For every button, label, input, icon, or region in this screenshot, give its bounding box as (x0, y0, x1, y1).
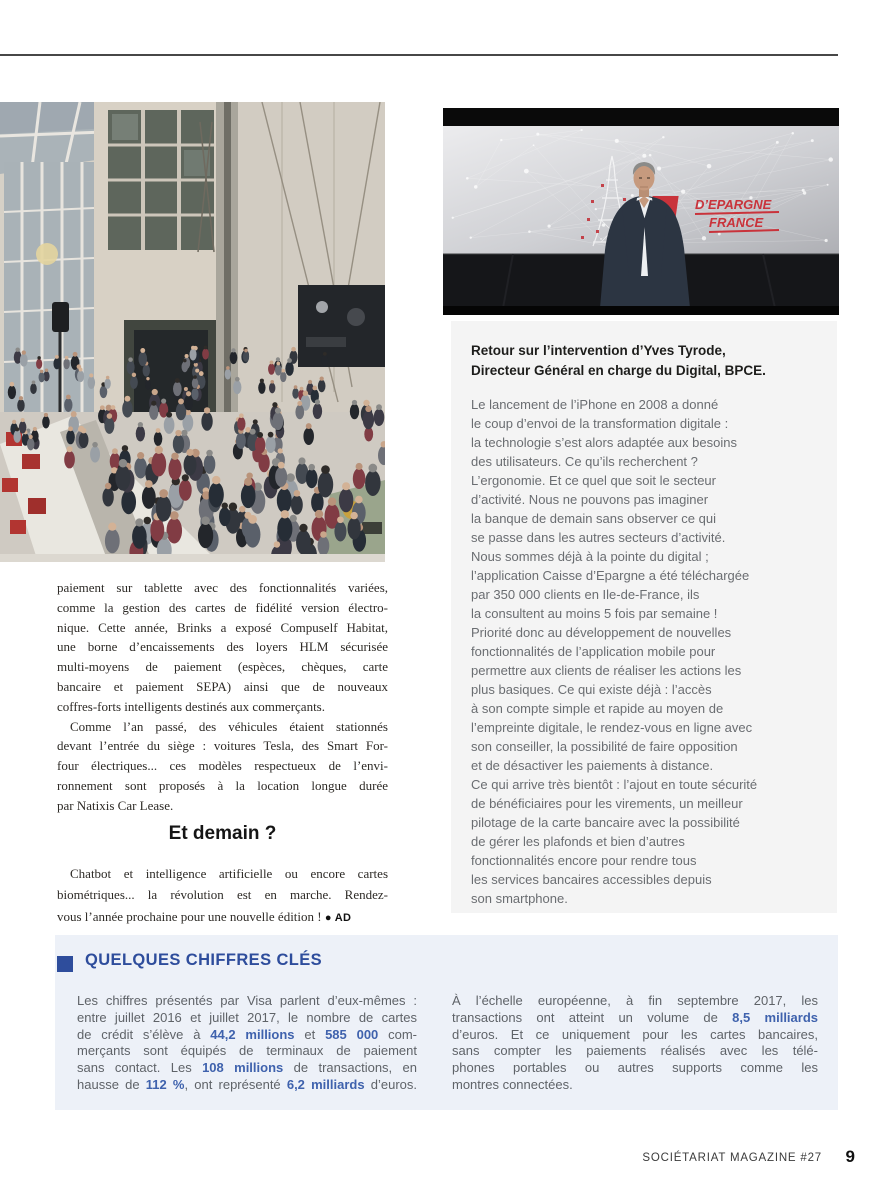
speaker-photo (443, 108, 839, 315)
article-paragraph-2: Comme l’an passé, des véhicules étaient stationnés devant l’entrée du siège : voitures Tesla, des Smart For- four électriques... ces modèles respectueux de l’envi- ronnement sont proposés à la location longue durée par Natixis Car Lease. (57, 718, 388, 813)
key-figures-box (55, 935, 838, 1110)
key-figures-title: QUELQUES CHIFFRES CLÉS (85, 951, 323, 969)
et-demain-heading: Et demain ? (168, 822, 277, 844)
article-paragraph-3: Chatbot et intelligence artificielle ou encore cartes biométriques... la révolution est en marche. Rendez- vous l’année prochaine pour une nouvelle édition ! ● AD (57, 865, 388, 924)
crowd-atrium-photo (0, 102, 385, 562)
speaker-body-text: Le lancement de l’iPhone en 2008 a donné le coup d’envoi de la transformation digitale : la technologie s’est alors adaptée aux besoins des utilisateurs. Ce qu’ils recherchent ? L’ergonomie. Et ce quel que soit le secteur d’activité. Nous ne pouvons pas imaginer la banque de demain sans observer ce qui se passe dans les autres secteurs d’activité. Nous sommes déjà à la pointe du digital ; l’application Caisse d’Epargne a été téléchargée par 350 000 clients en Ile-de-France, ils la consultent au moins 5 fois par semaine ! Priorité donc au développement de nouvelles fonctionnalités de l’application mobile pour permettre aux clients de réaliser les actions les plus basiques. Ce qui existe déjà : l’accès à son compte simple et rapide au moyen de l’empreinte digitale, le rendez-vous en ligne avec son conseiller, la possibilité de faire opposition et de désactiver les paiements à distance. Ce qui arrive très bientôt : l’ajout en toute sécurité de bénéficiaires pour les virements, un meilleur pilotage de la carte bancaire avec la possibilité de gérer les plafonds et bien d’autres fonctionnalités encore pour rendre tous les services bancaires accessibles depuis son smartphone. (471, 397, 758, 906)
article-left (57, 578, 388, 929)
article-paragraph-1: paiement sur tablette avec des fonctionnalités variées, comme la gestion des cartes de fidélité version électro- nique. Cette année, Brinks a exposé Compuself Habitat, une borne d’encaissements des loyers HLM sécurisée multi-moyens de paiement (espèces, chèques, carte bancaire et paiement SEPA) ainsi que de nouveaux coffres-forts intelligents destinés aux commerçants. (57, 580, 388, 714)
footer-page-number: 9 (845, 1147, 855, 1166)
bullet-square-icon (57, 956, 73, 972)
key-figures-col1: Les chiffres présentés par Visa parlent d’eux-mêmes : entre juillet 2016 et juillet 2017, le nombre de cartes de crédit s’élève à 44,2 millions et 585 000 com- merçants sont équipés de terminaux de paiement sans contact. Les 108 millions de transactions, en hausse de 112 %, ont représenté 6,2 milliards d’euros. (77, 993, 418, 1092)
footer-brand: SOCIÉTARIAT MAGAZINE #27 (642, 1152, 822, 1164)
speaker-box (451, 321, 837, 913)
top-rule (0, 54, 838, 56)
svg-text:FRANCE: FRANCE (709, 215, 764, 230)
speaker-caption: Retour sur l’intervention d’Yves Tyrode, Directeur Général en charge du Digital, BPCE. (471, 343, 766, 378)
key-figures-col2: À l’échelle européenne, à fin septembre 2017, les transactions ont atteint un volume de 8,5 milliards d’euros. Et ce uniquement pour les cartes bancaires, sans compter les paiements réalisés avec les télé- phones portables ou autres supports comme les montres connectées. (452, 993, 819, 1092)
svg-text:D’EPARGNE: D’EPARGNE (695, 197, 772, 212)
